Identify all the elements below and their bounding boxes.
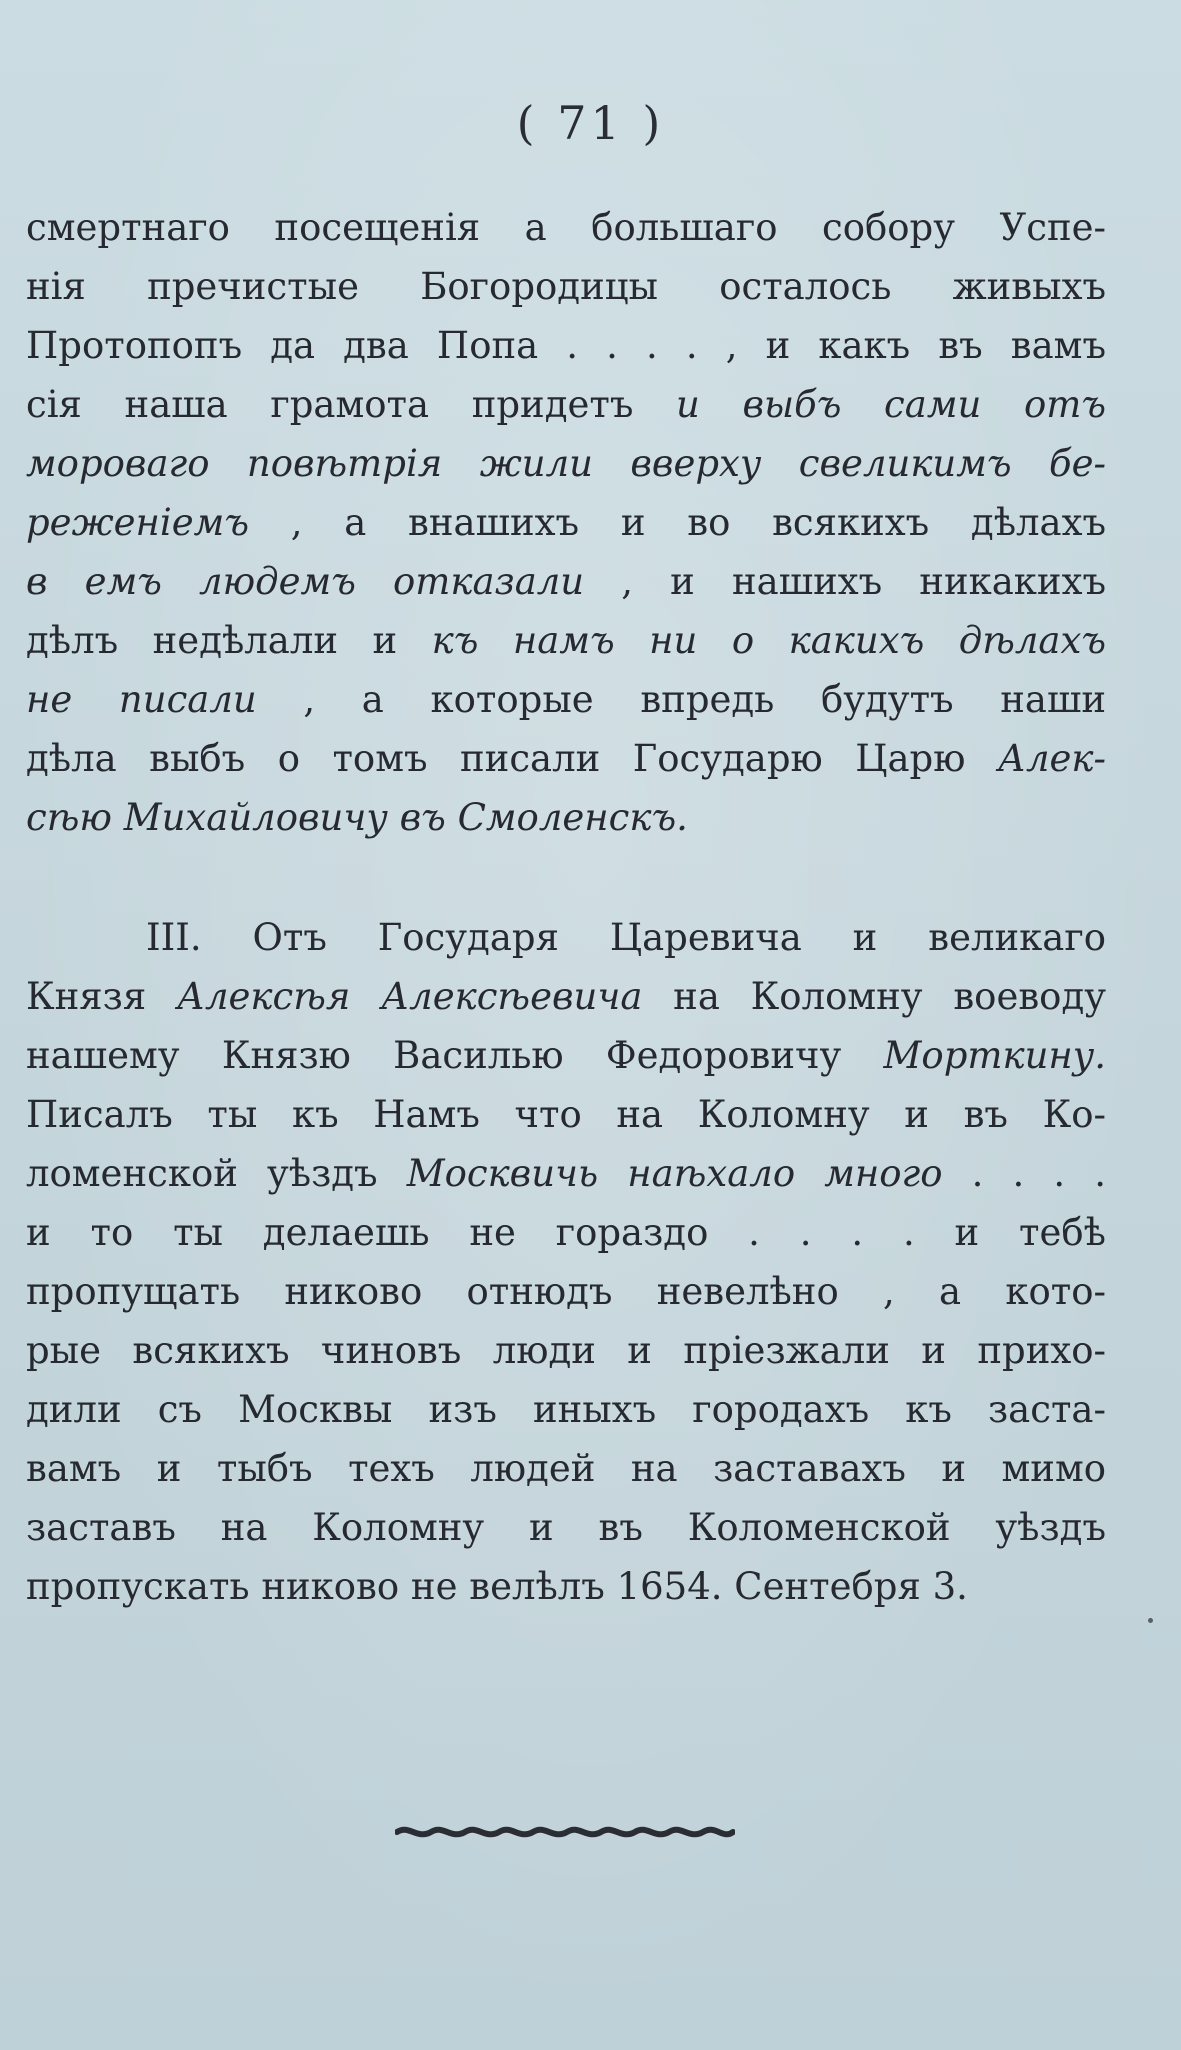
text-line <box>26 552 1106 611</box>
italic-segment: в емъ людемъ отказали <box>26 560 585 603</box>
text-segment: заставъ на Коломну и въ Коломенской уѣздъ <box>26 1506 1106 1549</box>
text-segment: Протопопъ да два Попа . . . . , и какъ въ вамъ <box>26 324 1106 367</box>
italic-segment: Москвичь наѣхало много <box>406 1152 943 1195</box>
ink-speck <box>1148 1618 1153 1623</box>
text-line <box>26 434 1106 493</box>
italic-segment: реженіемъ <box>26 501 249 544</box>
text-line <box>26 908 1106 967</box>
italic-segment: и выбъ сами отъ <box>676 383 1106 426</box>
paragraph-1 <box>26 198 1106 847</box>
text-line <box>26 1026 1106 1085</box>
text-segment: , и нашихъ никакихъ <box>584 560 1106 603</box>
text-segment: Князя <box>26 975 177 1018</box>
text-line <box>26 257 1106 316</box>
italic-segment: Алек- <box>997 737 1106 780</box>
text-segment: рые всякихъ чиновъ люди и пріезжали и прихо- <box>26 1329 1106 1372</box>
text-line <box>26 670 1106 729</box>
text-line <box>26 1144 1106 1203</box>
text-segment: нія пречистые Богородицы осталось живыхъ <box>26 265 1106 308</box>
text-line <box>26 375 1106 434</box>
text-segment: смертнаго посещенія а большаго собору Успе- <box>26 206 1106 249</box>
text-segment: дѣлъ недѣлали и <box>26 619 432 662</box>
text-segment: вамъ и тыбъ техъ людей на заставахъ и мимо <box>26 1447 1106 1490</box>
decorative-ornament <box>395 1818 735 1848</box>
text-segment: ломенской уѣздъ <box>26 1152 407 1195</box>
text-segment: на Коломну воеводу <box>642 975 1106 1018</box>
text-segment: , а которые впредь будутъ наши <box>256 678 1107 721</box>
text-segment: III. Отъ Государя Царевича и великаго <box>146 916 1106 959</box>
text-line <box>26 198 1106 257</box>
text-line <box>26 1085 1106 1144</box>
text-line <box>26 611 1106 670</box>
italic-segment: не писали <box>26 678 257 721</box>
paragraph-2 <box>26 908 1106 1616</box>
text-segment: дѣла выбъ о томъ писали Государю Царю <box>26 737 998 780</box>
text-segment: дили съ Москвы изъ иныхъ городахъ къ заста- <box>26 1388 1106 1431</box>
italic-segment: сѣю Михайловичу въ Смоленскъ. <box>26 796 688 839</box>
text-line <box>26 788 1106 847</box>
text-line <box>26 1380 1106 1439</box>
italic-segment: Алексѣя Алексѣевича <box>176 975 643 1018</box>
text-line <box>26 1557 1106 1616</box>
text-line <box>26 1498 1106 1557</box>
text-segment: и то ты делаешь не гораздо . . . . и тебѣ <box>26 1211 1106 1254</box>
text-segment: пропущать никово отнюдъ невелѣно , а кото- <box>26 1270 1106 1313</box>
page-number: ( 71 ) <box>516 96 665 150</box>
text-line <box>26 967 1106 1026</box>
text-segment: Писалъ ты къ Намъ что на Коломну и въ Ко- <box>26 1093 1106 1136</box>
italic-segment: моровaго повѣтрія жили вверху свеликимъ бе- <box>26 442 1106 485</box>
text-line <box>26 729 1106 788</box>
text-line <box>26 493 1106 552</box>
text-line <box>26 316 1106 375</box>
text-segment: сія наша грамота придетъ <box>26 383 677 426</box>
text-segment: пропускать никово не велѣлъ 1654. Сентебря 3. <box>26 1565 968 1608</box>
italic-segment: къ намъ ни о какихъ дѣлахъ <box>431 619 1106 662</box>
text-line <box>26 1203 1106 1262</box>
text-line <box>26 1439 1106 1498</box>
text-segment: , а внашихъ и во всякихъ дѣлахъ <box>248 501 1106 544</box>
text-line <box>26 1262 1106 1321</box>
text-segment: . . . . <box>942 1152 1106 1195</box>
italic-segment: Морткину. <box>883 1034 1106 1077</box>
text-segment: нашему Князю Василью Федоровичу <box>26 1034 884 1077</box>
text-line <box>26 1321 1106 1380</box>
